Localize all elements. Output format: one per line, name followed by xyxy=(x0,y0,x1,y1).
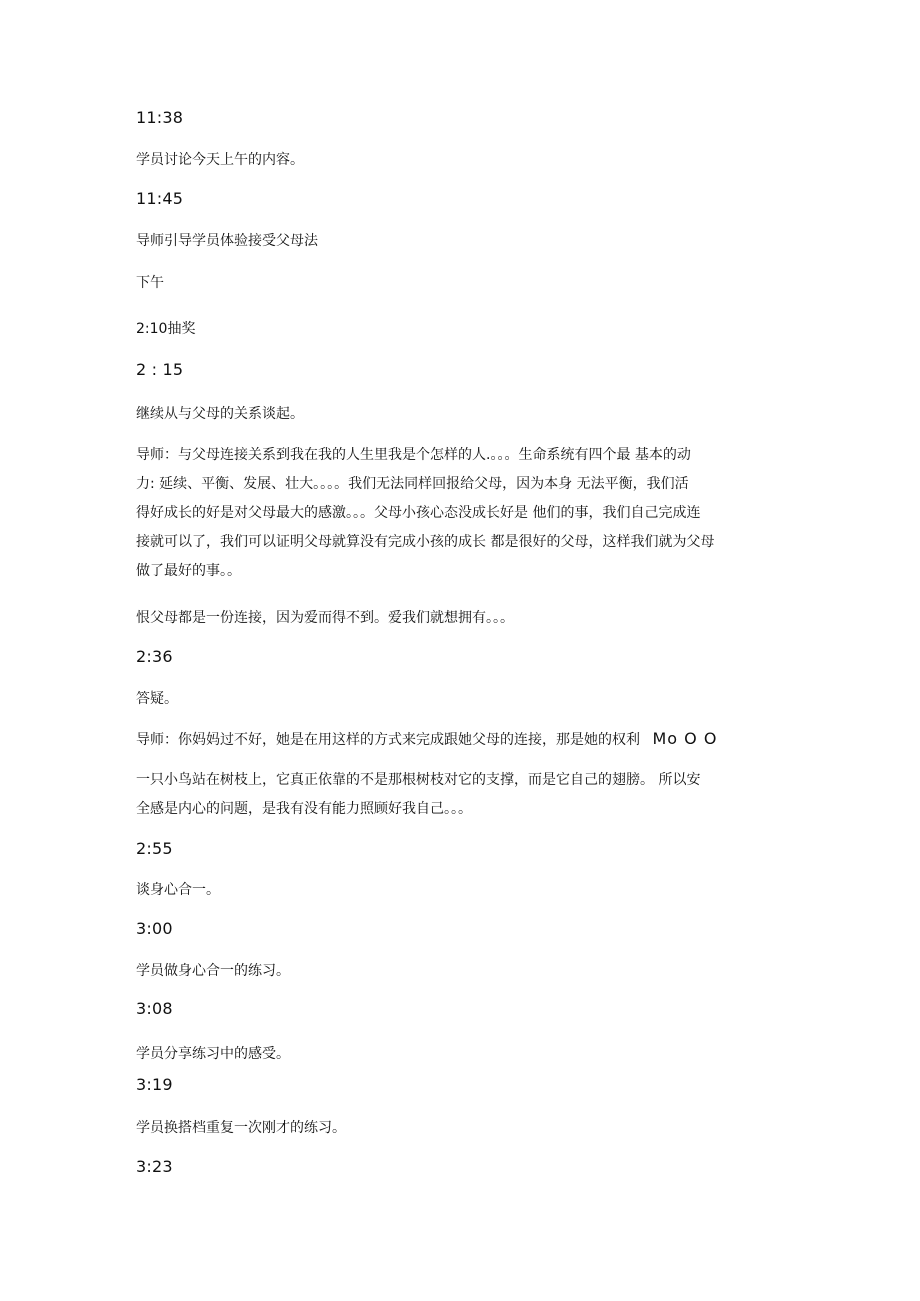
timestamp-300: 3:00 xyxy=(136,919,173,938)
paragraph-line: 全感是内心的问题，是我有没有能力照顾好我自己。。。 xyxy=(136,801,472,817)
timestamp-308: 3:08 xyxy=(136,999,173,1018)
schedule-entry-body-mind: 谈身心合一。 xyxy=(136,882,220,898)
timestamp-255: 2:55 xyxy=(136,839,173,858)
schedule-entry-lottery: 2:10抽奖 xyxy=(136,321,196,337)
mentor-paragraph-2-latin: Mo O O xyxy=(652,729,718,748)
schedule-entry-discussion: 学员讨论今天上午的内容。 xyxy=(136,152,304,168)
paragraph-line: 得好成长的好是对父母最大的感激。。。父母小孩心态没成长好是 他们的事，我们自己完成连 xyxy=(136,505,701,521)
schedule-entry-hate-parents: 恨父母都是一份连接，因为爱而得不到。爱我们就想拥有。。。 xyxy=(136,610,514,626)
timestamp-236: 2:36 xyxy=(136,647,173,666)
timestamp-1145: 11:45 xyxy=(136,189,184,208)
mentor-paragraph-1 xyxy=(136,441,776,586)
schedule-entry-qa: 答疑。 xyxy=(136,691,178,707)
timestamp-323: 3:23 xyxy=(136,1157,173,1176)
paragraph-line: 导师：与父母连接关系到我在我的人生里我是个怎样的人.。。。生命系统有四个最 基本的动 xyxy=(136,447,691,463)
schedule-entry-practice: 学员做身心合一的练习。 xyxy=(136,963,290,979)
bird-paragraph xyxy=(136,766,776,824)
paragraph-line: 力: 延续、平衡、发展、壮大。。。。我们无法同样回报给父母，因为本身 无法平衡，我们活 xyxy=(136,476,689,492)
paragraph-line: 接就可以了，我们可以证明父母就算没有完成小孩的成长 都是很好的父母，这样我们就为父母 xyxy=(136,534,715,550)
timestamp-319: 3:19 xyxy=(136,1075,173,1094)
schedule-entry-parents-method: 导师引导学员体验接受父母法 xyxy=(136,233,318,249)
section-heading-afternoon: 下午 xyxy=(136,275,164,291)
mentor-paragraph-2 xyxy=(136,729,717,749)
schedule-entry-relationship: 继续从与父母的关系谈起。 xyxy=(136,406,304,422)
timestamp-1138: 11:38 xyxy=(136,108,184,127)
paragraph-line: 做了最好的事。。 xyxy=(136,563,241,579)
schedule-entry-share: 学员分享练习中的感受。 xyxy=(136,1046,290,1062)
schedule-entry-repeat: 学员换搭档重复一次刚才的练习。 xyxy=(136,1120,346,1136)
timestamp-215: 2 : 15 xyxy=(136,360,184,379)
paragraph-line: 一只小鸟站在树枝上，它真正依靠的不是那根树枝对它的支撑，而是它自己的翅膀。 所以安 xyxy=(136,772,701,788)
mentor-paragraph-2-text: 导师：你妈妈过不好，她是在用这样的方式来完成跟她父母的连接，那是她的权利 xyxy=(136,732,640,748)
